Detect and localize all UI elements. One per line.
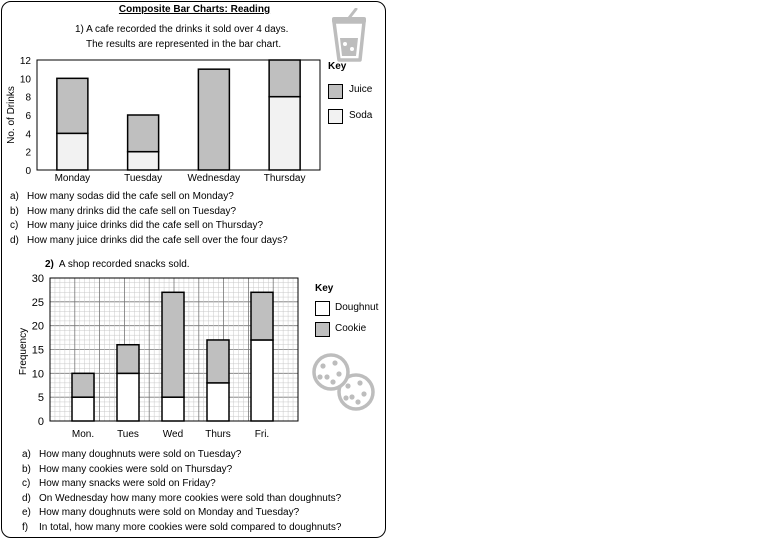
question-text: How many cookies were sold on Thursday? <box>39 463 233 475</box>
bar-doughnut <box>162 397 184 421</box>
question-text: How many doughnuts were sold on Tuesday? <box>39 449 242 460</box>
y-tick-label: 5 <box>37 392 44 405</box>
cookie-chip <box>357 380 362 385</box>
question-item <box>22 463 341 478</box>
snacks-chart <box>2 272 312 444</box>
q2-number: 2) <box>45 259 54 270</box>
cookie-chip <box>320 363 325 368</box>
bar-doughnut <box>117 373 139 421</box>
cookies-icon <box>310 348 380 416</box>
doughnut-key-label: Doughnut <box>335 302 379 313</box>
question-text: How many doughnuts were sold on Monday and Tuesday? <box>39 507 300 518</box>
question-text: In total, how many more cookies were sold compared to doughnuts? <box>39 521 342 533</box>
cookie-key-swatch <box>315 322 330 337</box>
cookie-outline <box>314 355 348 389</box>
bar-doughnut <box>251 340 273 421</box>
worksheet <box>1 1 386 538</box>
soda-key-swatch <box>328 109 343 124</box>
question-label: b) <box>22 463 31 475</box>
question-label: d) <box>22 492 31 504</box>
bar-cookie <box>207 340 229 383</box>
doughnut-key-swatch <box>315 301 330 316</box>
juice-key-swatch <box>328 84 343 99</box>
y-axis-label: Frequency <box>18 327 29 376</box>
question-label: c) <box>10 220 19 231</box>
y-tick-label: 4 <box>25 129 31 141</box>
y-axis-label: No. of Drinks <box>6 86 17 144</box>
y-tick-label: 15 <box>31 344 44 357</box>
bar-doughnut <box>207 383 229 421</box>
bar-soda <box>269 97 300 170</box>
q1-intro-line-2: The results are represented in the bar chart. <box>86 39 282 50</box>
y-tick-label: 0 <box>37 416 44 428</box>
bar-cookie <box>162 292 184 397</box>
y-tick-label: 0 <box>25 166 31 177</box>
cookie-chip <box>361 391 366 396</box>
cup-bubble <box>350 47 354 51</box>
question-item <box>10 205 288 220</box>
x-tick-label: Tuesday <box>124 173 163 184</box>
x-tick-label: Wednesday <box>187 173 241 184</box>
soda-key-label: Soda <box>349 110 373 121</box>
y-tick-label: 25 <box>31 296 44 309</box>
question-label: c) <box>22 478 31 489</box>
bar-soda <box>57 133 88 170</box>
cookie-chip <box>324 374 329 379</box>
bar-cookie <box>117 345 139 374</box>
bar-juice <box>128 115 159 152</box>
question-label: a) <box>22 449 31 460</box>
x-tick-label: Fri. <box>254 429 270 440</box>
question-text: How many snacks were sold on Friday? <box>39 478 216 489</box>
question-text: On Wednesday how many more cookies were sold than doughnuts? <box>39 492 342 504</box>
y-tick-label: 30 <box>31 273 44 285</box>
question-item <box>22 492 341 507</box>
x-tick-label: Mon. <box>71 429 95 440</box>
question-text: How many drinks did the cafe sell on Tuesday? <box>27 205 236 217</box>
bar-soda <box>128 152 159 170</box>
x-tick-label: Thursday <box>263 173 306 184</box>
cookie-chip <box>317 374 322 379</box>
question-item <box>10 234 288 249</box>
q2-questions <box>22 448 341 535</box>
y-tick-label: 10 <box>19 74 31 86</box>
q1-questions <box>10 190 288 248</box>
cookie-chip <box>345 383 350 388</box>
x-tick-label: Wed <box>162 429 184 440</box>
x-tick-label: Monday <box>54 173 91 184</box>
cookie-chip <box>330 379 335 384</box>
question-item <box>10 219 288 234</box>
worksheet-title: Composite Bar Charts: Reading <box>118 4 271 15</box>
bar-cookie <box>251 292 273 340</box>
cookie-chip <box>336 371 341 376</box>
bar-juice <box>269 60 300 97</box>
question-item <box>22 477 341 492</box>
y-tick-label: 12 <box>19 56 31 67</box>
question-text: How many sodas did the cafe sell on Monday? <box>27 191 234 202</box>
cup-straw <box>349 9 356 18</box>
y-tick-label: 20 <box>31 320 44 333</box>
q2-key-title: Key <box>315 283 334 294</box>
x-tick-label: Tues <box>117 429 139 440</box>
y-tick-label: 6 <box>25 111 31 122</box>
question-label: e) <box>22 507 31 518</box>
question-label: b) <box>10 205 19 217</box>
bar-juice <box>57 78 88 133</box>
juice-key-label: Juice <box>349 84 373 95</box>
question-item <box>22 521 341 536</box>
question-item <box>22 506 341 521</box>
question-label: d) <box>10 234 19 246</box>
bar-juice <box>198 69 229 170</box>
y-tick-label: 2 <box>25 147 31 159</box>
question-item <box>10 190 288 205</box>
q1-key-title: Key <box>328 61 347 72</box>
x-tick-label: Thurs <box>205 429 231 440</box>
q1-intro-line-1: 1) A cafe recorded the drinks it sold over 4 days. <box>75 24 289 35</box>
question-text: How many juice drinks did the cafe sell on Thursday? <box>27 220 264 231</box>
bar-cookie <box>72 373 94 397</box>
cookie-chip <box>355 399 360 404</box>
cookie-key-label: Cookie <box>335 323 367 334</box>
question-item <box>22 448 341 463</box>
cookie-chip <box>343 395 348 400</box>
cup-bubble <box>343 42 347 46</box>
question-label: a) <box>10 191 19 202</box>
bar-doughnut <box>72 397 94 421</box>
q2-intro-text: A shop recorded snacks sold. <box>58 259 190 270</box>
question-label: f) <box>22 521 29 533</box>
question-text: How many juice drinks did the cafe sell over the four days? <box>27 234 288 246</box>
cookie-chip <box>349 394 354 399</box>
y-tick-label: 8 <box>25 92 31 104</box>
q2-intro <box>45 258 190 272</box>
y-tick-label: 10 <box>31 368 44 381</box>
cookie-chip <box>332 360 337 365</box>
